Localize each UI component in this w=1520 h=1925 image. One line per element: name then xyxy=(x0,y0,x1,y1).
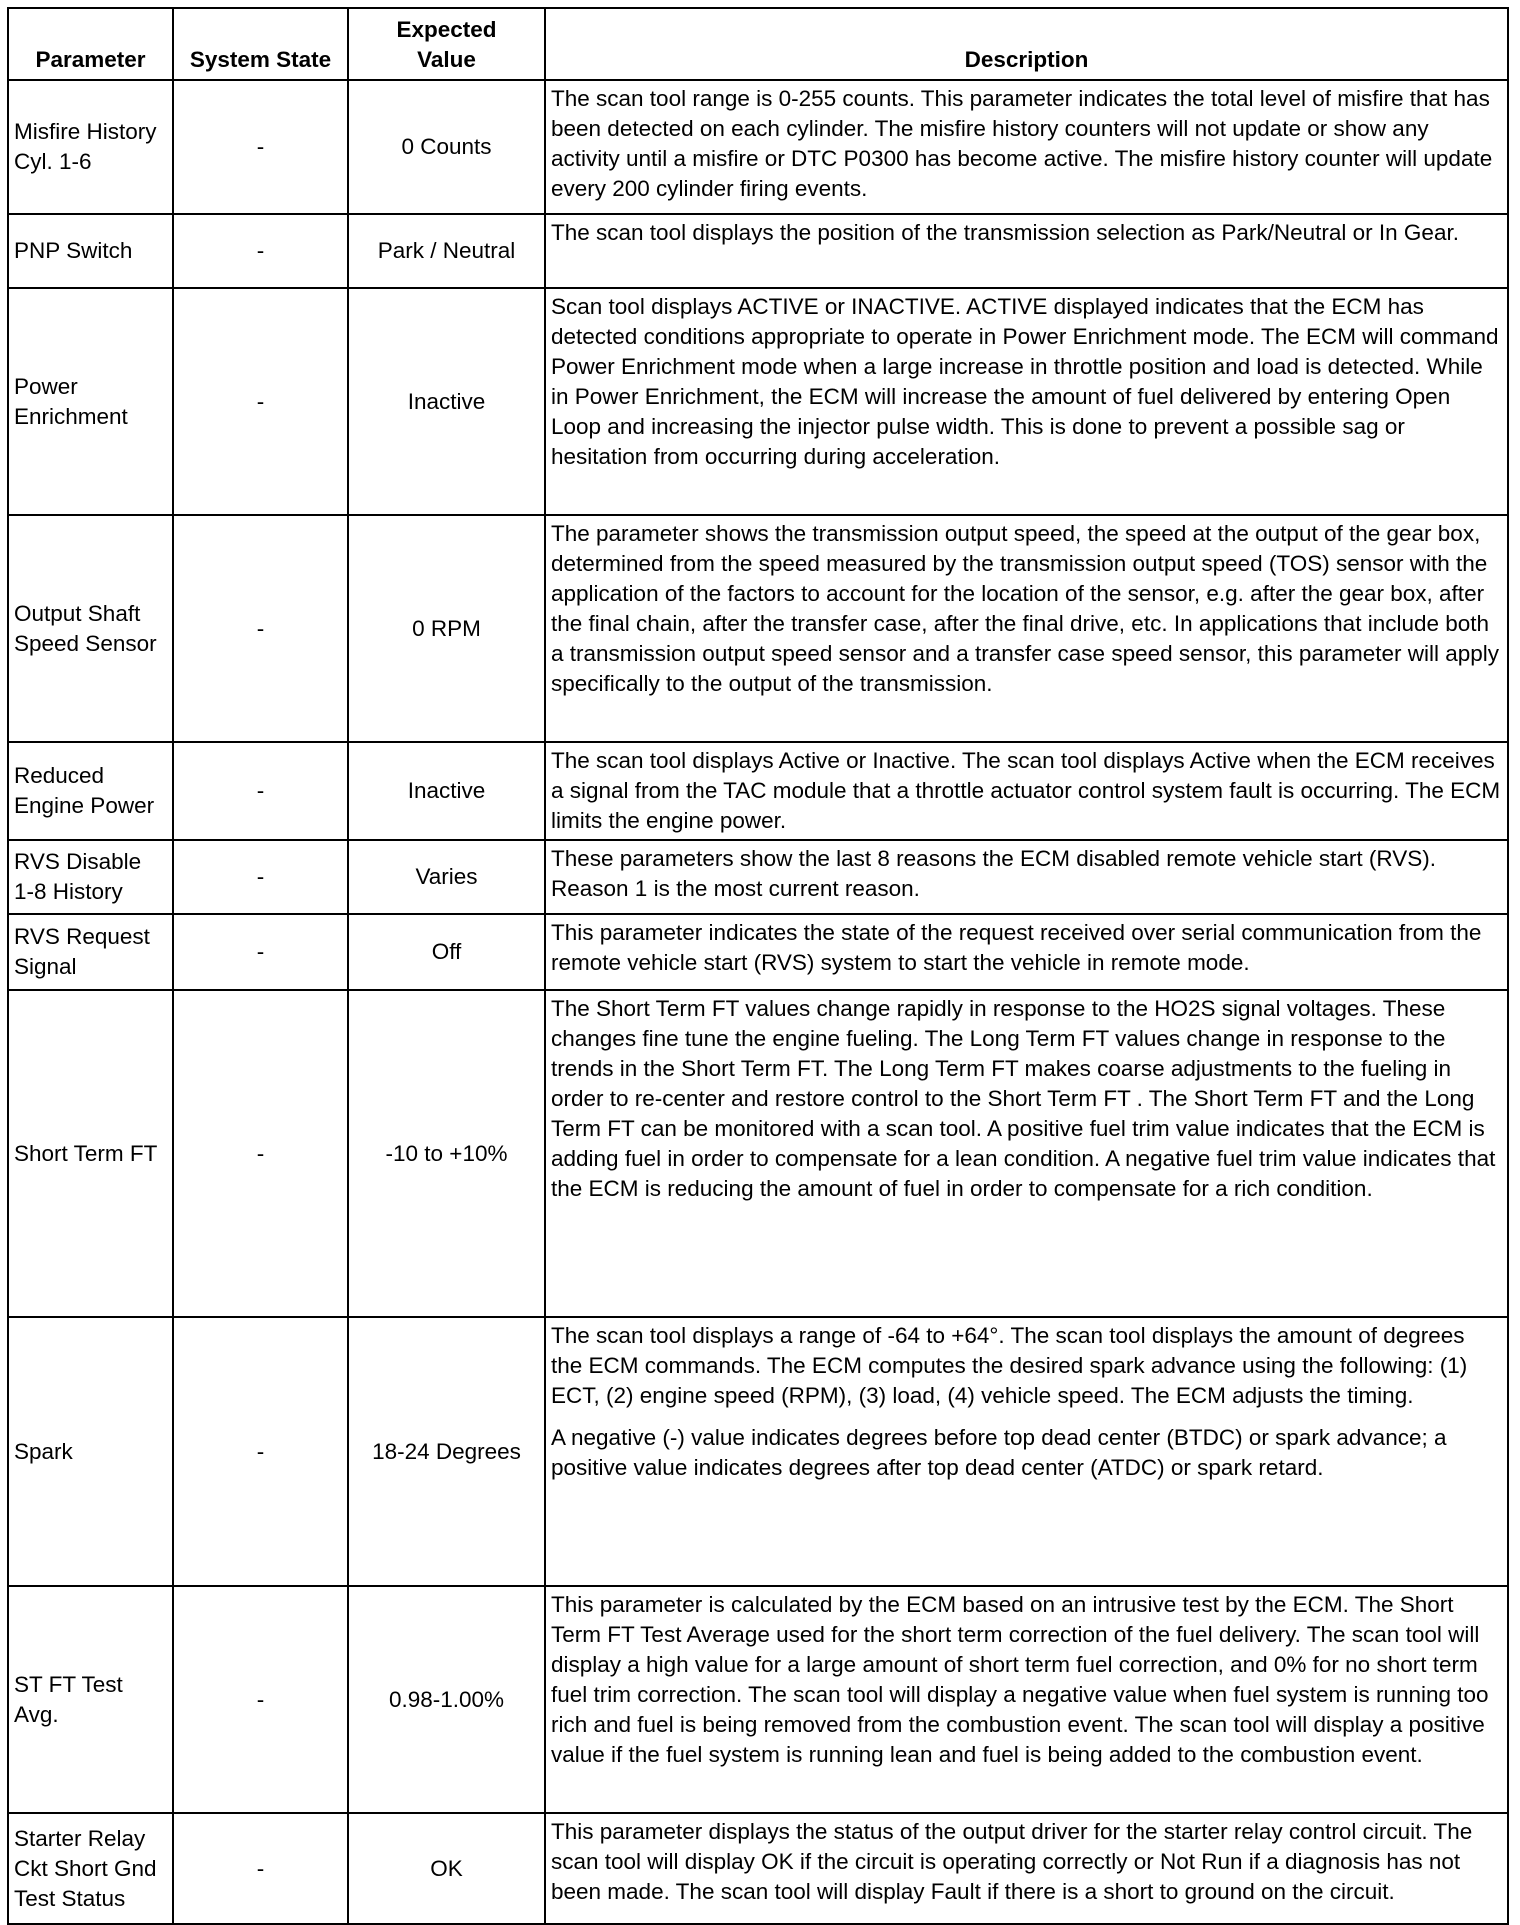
description-paragraph: A negative (-) value indicates degrees before top dead center (BTDC) or spark advance; a positive value indicates degrees after top dead center (ATDC) or spark retard. xyxy=(551,1425,1447,1480)
parameter-cell: RVS Disable 1-8 History xyxy=(8,840,173,914)
description-cell xyxy=(545,914,1508,990)
table-row xyxy=(8,80,1508,214)
parameter-cell: RVS Request Signal xyxy=(8,914,173,990)
expected-value-cell: OK xyxy=(348,1813,545,1924)
description-paragraph: The Short Term FT values change rapidly in response to the HO2S signal voltages. These changes fine tune the engine fueling. The Long Term FT values change in response to the trends in the Short Term FT. The Long Term FT makes coarse adjustments to the fueling in order to re-center and restore control to the Short Term FT . The Short Term FT and the Long Term FT can be monitored with a scan tool. A positive fuel trim value indicates that the ECM is adding fuel in order to compensate for a lean condition. A negative fuel trim value indicates that the ECM is reducing the amount of fuel in order to compensate for a rich condition. xyxy=(551,996,1496,1201)
expected-value-cell: Inactive xyxy=(348,742,545,840)
description-cell xyxy=(545,288,1508,515)
parameter-cell: Output Shaft Speed Sensor xyxy=(8,515,173,742)
parameter-cell: ST FT Test Avg. xyxy=(8,1586,173,1813)
description-paragraph: The scan tool displays Active or Inactive. The scan tool displays Active when the ECM receives a signal from the TAC module that a throttle actuator control system fault is occurring. The ECM limits the engine power. xyxy=(551,748,1501,833)
system-state-cell: - xyxy=(173,515,348,742)
header-row xyxy=(8,8,1508,80)
expected-value-cell: Park / Neutral xyxy=(348,214,545,288)
table-row xyxy=(8,1317,1508,1586)
expected-value-cell: Off xyxy=(348,914,545,990)
header-system-state: System State xyxy=(173,8,348,80)
header-parameter: Parameter xyxy=(8,8,173,80)
parameter-cell: Reduced Engine Power xyxy=(8,742,173,840)
header-description: Description xyxy=(545,8,1508,80)
description-paragraph: These parameters show the last 8 reasons the ECM disabled remote vehicle start (RVS). Reason 1 is the most current reason. xyxy=(551,846,1436,901)
system-state-cell: - xyxy=(173,840,348,914)
expected-value-cell: Inactive xyxy=(348,288,545,515)
table-row xyxy=(8,1813,1508,1924)
expected-value-cell: -10 to +10% xyxy=(348,990,545,1317)
parameter-cell: Short Term FT xyxy=(8,990,173,1317)
description-cell xyxy=(545,990,1508,1317)
expected-value-cell: 18-24 Degrees xyxy=(348,1317,545,1586)
parameter-table xyxy=(7,7,1509,1925)
description-paragraph: This parameter is calculated by the ECM based on an intrusive test by the ECM. The Short Term FT Test Average used for the short term correction of the fuel delivery. The scan tool will display a high value for a large amount of short term fuel correction, and 0% for no short term fuel trim correction. The scan tool will display a negative value when fuel system is running too rich and fuel is being removed from the combustion event. The scan tool will display a positive value if the fuel system is running lean and fuel is being added to the combustion event. xyxy=(551,1592,1489,1767)
table-row xyxy=(8,990,1508,1317)
table-row xyxy=(8,214,1508,288)
header-expected-value xyxy=(348,8,545,80)
system-state-cell: - xyxy=(173,742,348,840)
table-row xyxy=(8,515,1508,742)
table-row xyxy=(8,840,1508,914)
description-cell xyxy=(545,214,1508,288)
expected-value-cell: 0.98-1.00% xyxy=(348,1586,545,1813)
parameter-cell: Spark xyxy=(8,1317,173,1586)
parameter-cell: PNP Switch xyxy=(8,214,173,288)
description-paragraph: Scan tool displays ACTIVE or INACTIVE. ACTIVE displayed indicates that the ECM has detected conditions appropriate to operate in Power Enrichment mode. The ECM will command Power Enrichment mode when a large increase in throttle position and load is detected. While in Power Enrichment, the ECM will increase the amount of fuel delivered by entering Open Loop and increasing the injector pulse width. This is done to prevent a possible sag or hesitation from occurring during acceleration. xyxy=(551,294,1499,469)
expected-value-cell: 0 RPM xyxy=(348,515,545,742)
parameter-cell: Starter Relay Ckt Short Gnd Test Status xyxy=(8,1813,173,1924)
header-expected-value-line1: Expected xyxy=(396,17,497,42)
description-paragraph: This parameter displays the status of the output driver for the starter relay control circuit. The scan tool will display OK if the circuit is operating correctly or Not Run if a diagnosis has not been made. The scan tool will display Fault if there is a short to ground on the circuit. xyxy=(551,1819,1473,1904)
parameter-cell: Misfire History Cyl. 1-6 xyxy=(8,80,173,214)
table-row xyxy=(8,742,1508,840)
system-state-cell: - xyxy=(173,288,348,515)
table-row xyxy=(8,288,1508,515)
expected-value-cell: 0 Counts xyxy=(348,80,545,214)
description-paragraph: The scan tool range is 0-255 counts. This parameter indicates the total level of misfire that has been detected on each cylinder. The misfire history counters will not update or show any activity until a misfire or DTC P0300 has become active. The misfire history counter will update every 200 cylinder firing events. xyxy=(551,86,1493,201)
description-cell xyxy=(545,840,1508,914)
system-state-cell: - xyxy=(173,990,348,1317)
description-cell xyxy=(545,1317,1508,1586)
table-row xyxy=(8,914,1508,990)
description-paragraph: This parameter indicates the state of the request received over serial communication from the remote vehicle start (RVS) system to start the vehicle in remote mode. xyxy=(551,920,1482,975)
description-paragraph: The parameter shows the transmission output speed, the speed at the output of the gear box, determined from the speed measured by the transmission output speed (TOS) sensor with the application of the factors to account for the location of the sensor, e.g. after the gear box, after the final chain, after the transfer case, after the final drive, etc. In applications that include both a transmission output speed sensor and a transfer case speed sensor, this parameter will apply specifically to the output of the transmission. xyxy=(551,521,1500,696)
system-state-cell: - xyxy=(173,214,348,288)
expected-value-cell: Varies xyxy=(348,840,545,914)
description-cell xyxy=(545,1586,1508,1813)
description-cell xyxy=(545,80,1508,214)
system-state-cell: - xyxy=(173,80,348,214)
description-paragraph: The scan tool displays a range of -64 to +64°. The scan tool displays the amount of degrees the ECM commands. The ECM computes the desired spark advance using the following: (1) ECT, (2) engine speed (RPM), (3) load, (4) vehicle speed. The ECM adjusts the timing. xyxy=(551,1323,1468,1408)
system-state-cell: - xyxy=(173,1813,348,1924)
description-cell xyxy=(545,1813,1508,1924)
system-state-cell: - xyxy=(173,1586,348,1813)
description-cell xyxy=(545,742,1508,840)
description-cell xyxy=(545,515,1508,742)
description-paragraph: The scan tool displays the position of the transmission selection as Park/Neutral or In Gear. xyxy=(551,220,1459,245)
parameter-cell: Power Enrichment xyxy=(8,288,173,515)
system-state-cell: - xyxy=(173,914,348,990)
system-state-cell: - xyxy=(173,1317,348,1586)
header-expected-value-line2: Value xyxy=(417,47,476,72)
table-row xyxy=(8,1586,1508,1813)
